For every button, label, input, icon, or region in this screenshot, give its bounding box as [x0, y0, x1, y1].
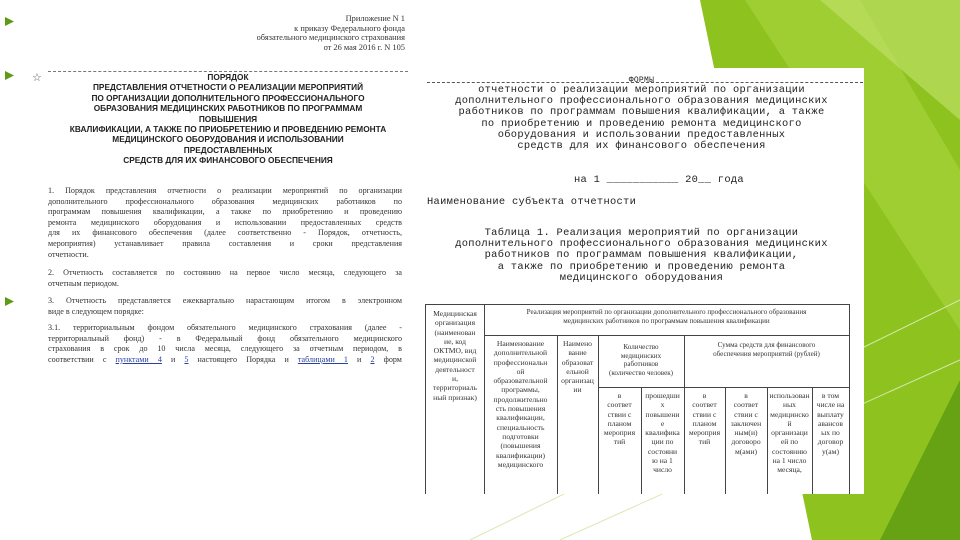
paragraph-3-1: 3.1. территориальным фондом обязательного медицинского страхования (далее - территориальный фонд) - в Федеральный фонд обязательного медицинского страхования в срок до 10 числа месяца, следующего за отчетным периодом, в соответствии с пунктами 4 и 5 настоящего Порядка и таблицами 1 и 2 форм — [48, 323, 402, 364]
title-line: ПРЕДСТАВЛЕНИЯ ОТЧЕТНОСТИ О РЕАЛИЗАЦИИ МЕРОПРИЯТИЙ — [92, 82, 364, 93]
col-program-name: Наименование дополнительной профессиональн ой образовательной программы, продолжительно сть повышения квалификации, специальность подготовки (повышения квалификации) медицинского — [493, 339, 548, 469]
subcol-funds-used: использован ных медицинско й организаци ей по состоянию на 1 число месяца, — [769, 391, 810, 475]
title-line: ПРЕДОСТАВЛЕННЫХ — [183, 144, 273, 155]
link-tables-1[interactable]: таблицами 1 — [297, 354, 348, 364]
paragraph-1: 1. Порядок представления отчетности о реализации мероприятий по организации дополнительного профессионального образования медицинских работников по программам повышения квалификации, а также по приобретению и проведению ремонта медицинского оборудования и использовании предоставленных средств для их финансового обеспечения (далее соответственно - Порядок, отчетность, мероприятия) устанавливает правила составления и сроки представления отчетности. — [48, 186, 402, 259]
appendix-line: обязательного медицинского страхования — [256, 33, 405, 43]
appendix-line: к приказу Федерального фонда — [294, 23, 405, 33]
link-item-5[interactable]: 5 — [184, 354, 189, 364]
col-funds-sum: Сумма средств для финансового обеспечения мероприятий (рублей) — [713, 341, 820, 358]
star-icon: ☆ — [32, 71, 42, 84]
report-table — [425, 304, 850, 494]
subcol-workers-planned: в соответ ствии с планом мероприя тий — [603, 391, 636, 447]
bullet-icon — [5, 297, 14, 306]
bullet-icon — [5, 17, 14, 26]
title-line: ПОВЫШЕНИЯ — [198, 113, 258, 124]
subject-name-line: Наименование субъекта отчетности — [427, 196, 637, 208]
paragraph-last-line: соответствии с пунктами 4 и 5 настоящего Порядка и таблицами 1 и 2 форм — [48, 354, 402, 364]
order-document-image — [48, 14, 408, 370]
col-medical-organization: Медицинская организация (наименован ие, код ОКТМО, вид медицинской деятельност и, территориаль ный признак) — [433, 309, 477, 402]
table-1-title: Таблица 1. Реализация мероприятий по организации дополнительного профессионального образования медицинских работников по программам повышения квалификации, а также по приобретению и проведению ремонта медицинского оборудования — [455, 227, 828, 284]
subcol-funds-planned: в соответ ствии с планом мероприя тий — [688, 391, 721, 447]
forms-label: ФОРМЫ — [628, 76, 655, 85]
subcol-funds-contracted: в соответ ствии с заключен ным(и) договоро м(ами) — [730, 391, 762, 456]
bullet-icon — [5, 71, 14, 80]
title-line: ПОРЯДОК — [207, 72, 249, 82]
appendix-line: от 26 мая 2016 г. N 105 — [323, 42, 405, 52]
report-date-line: на 1 ___________ 20__ года — [574, 174, 744, 186]
link-table-2[interactable]: 2 — [370, 354, 375, 364]
forms-title: отчетности о реализации мероприятий по организации дополнительного профессионального образования медицинских работников по программам повышения квалификации, а также по приобретению и проведению ремонта медицинского оборудования и использовании предоставленных средств для их финансового обеспечения — [455, 84, 828, 153]
subcol-advances: в том числе на выплату авансов ых по договор у(ам) — [816, 391, 845, 456]
title-line: КВАЛИФИКАЦИИ, А ТАКЖЕ ПО ПРИОБРЕТЕНИЮ И ПРОВЕДЕНИЮ РЕМОНТА — [69, 124, 387, 135]
subcol-workers-trained: прошедши х повышени е квалифика ции по состояни ю на 1 число — [645, 391, 680, 475]
paragraph-2: 2. Отчетность составляется по состоянию на первое число месяца, следующего за отчетным периодом. — [48, 268, 402, 288]
link-items-4[interactable]: пунктами 4 — [115, 354, 162, 364]
appendix-line: Приложение N 1 — [345, 14, 405, 23]
header-implementation: Реализация мероприятий по организации дополнительного профессионального образования медицинских работников по программам повышения квалификации — [526, 308, 807, 325]
title-line: МЕДИЦИНСКОГО ОБОРУДОВАНИЯ И ИСПОЛЬЗОВАНИИ — [112, 134, 344, 145]
title-line: ОБРАЗОВАНИЯ МЕДИЦИНСКИХ РАБОТНИКОВ ПО ПРОГРАММАМ — [93, 103, 363, 114]
col-educational-organization: Наимено вание образоват ельной организац ии — [561, 339, 594, 395]
forms-document-image — [419, 68, 864, 494]
paragraph-3: 3. Отчетность представляется ежеквартально нарастающим итогом в электронном виде в следующем порядке: — [48, 296, 402, 316]
order-title — [48, 72, 408, 166]
appendix-header — [257, 14, 405, 52]
title-line: ПО ОРГАНИЗАЦИИ ДОПОЛНИТЕЛЬНОГО ПРОФЕССИОНАЛЬНОГО — [91, 92, 365, 103]
title-line: СРЕДСТВ ДЛЯ ИХ ФИНАНСОВОГО ОБЕСПЕЧЕНИЯ — [123, 155, 333, 166]
col-workers-count: Количество медицинских работников (количество человек) — [608, 343, 674, 378]
